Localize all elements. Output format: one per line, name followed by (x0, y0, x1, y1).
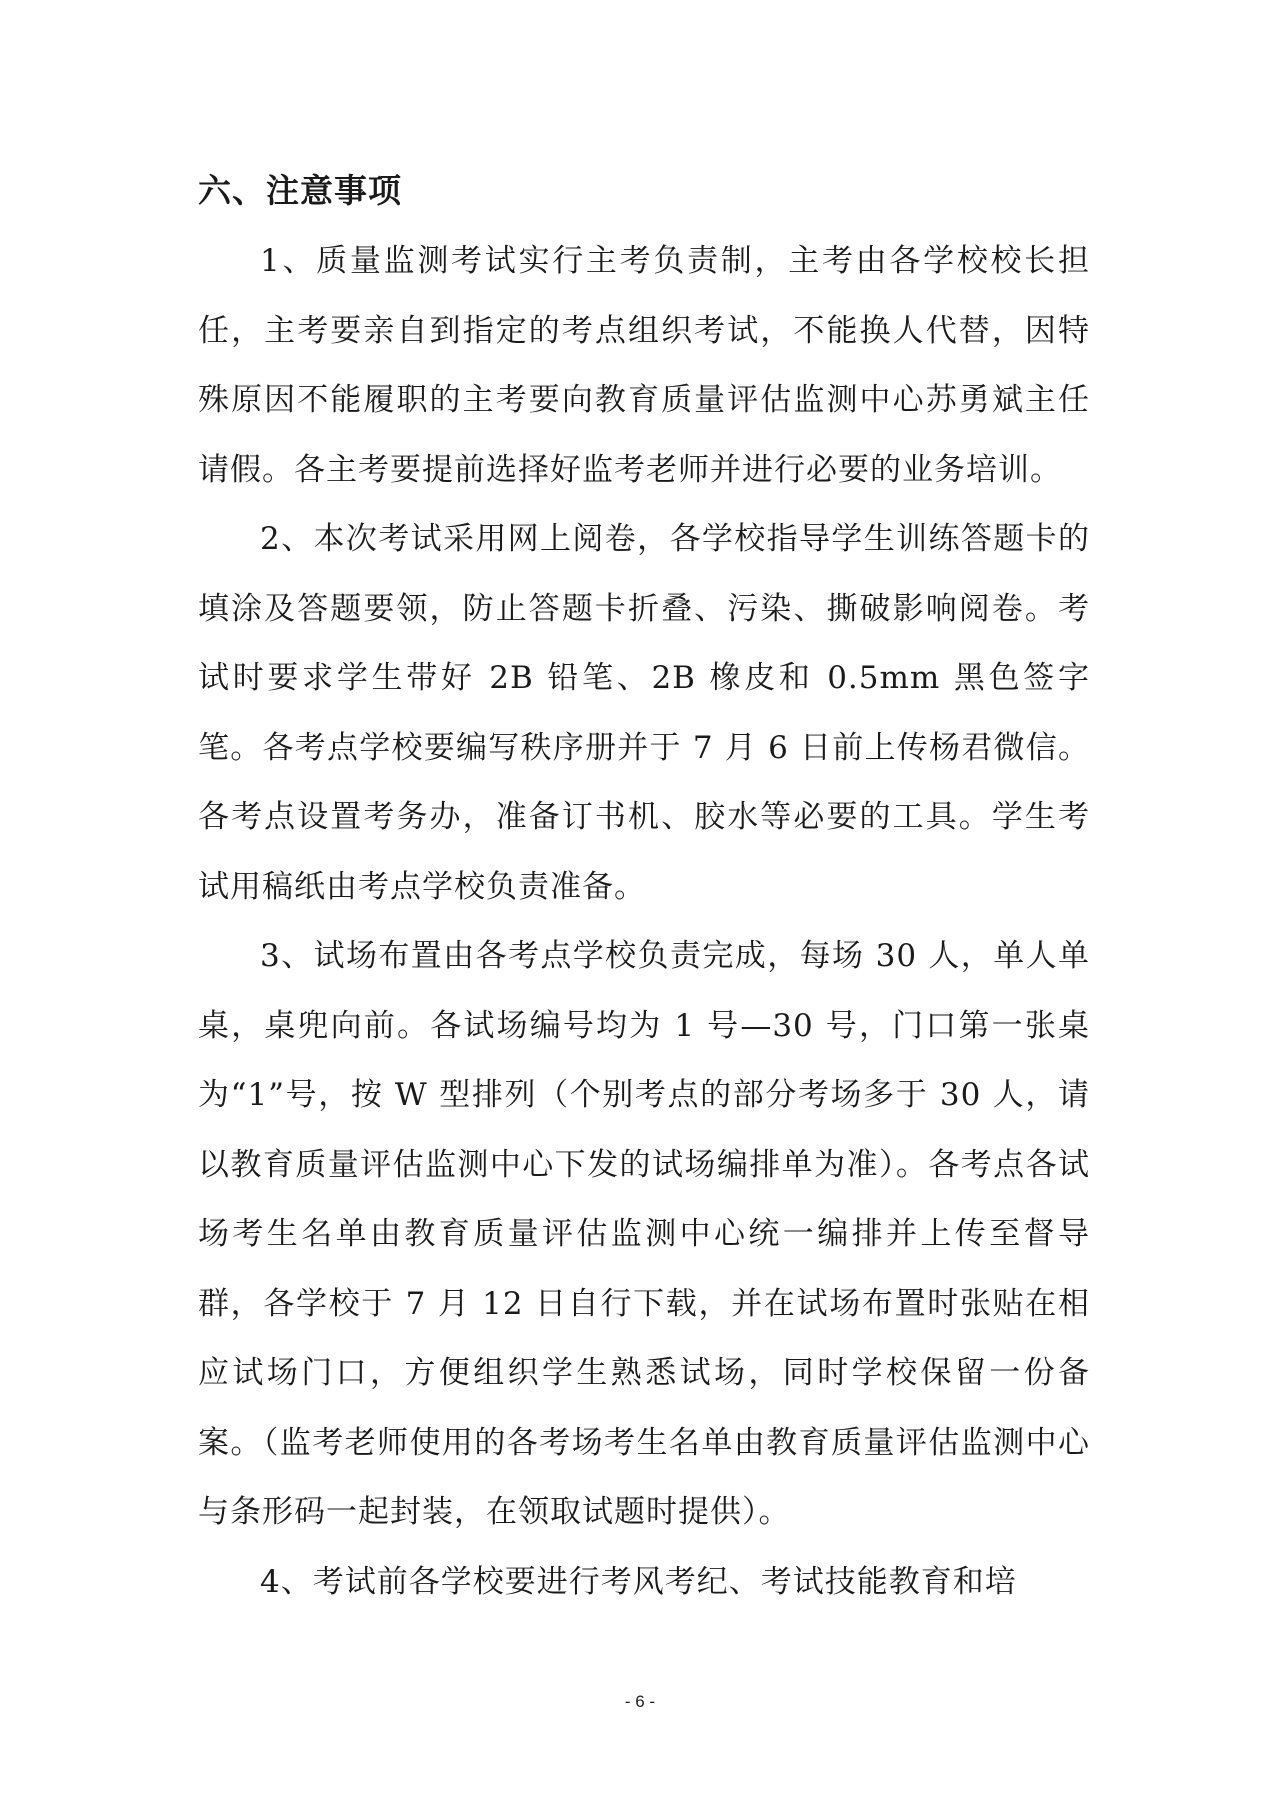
page-number: - 6 - (624, 1692, 656, 1711)
paragraph-item-3: 3、试场布置由各考点学校负责完成，每场 30 人，单人单桌，桌兜向前。各试场编号均为 1 号—30 号，门口第一张桌为“1”号，按 W 型排列（个别考点的部分考场多于 30 人，请以教育质量评估监测中心下发的试场编排单为准）。各考点各试场考生名单由教育质量评估监测中心统一编排并上传至督导群，各学校于 7 月 12 日自行下载，并在试场布置时张贴在相应试场门口，方便组织学生熟悉试场，同时学校保留一份备案。（监考老师使用的各考场考生名单由教育质量评估监测中心与条形码一起封装，在领取试题时提供）。 (198, 938, 1090, 1530)
paragraph-item-2: 2、本次考试采用网上阅卷，各学校指导学生训练答题卡的填涂及答题要领，防止答题卡折叠、污染、撕破影响阅卷。考试时要求学生带好 2B 铅笔、2B 橡皮和 0.5mm 黑色签字笔。各考点学校要编写秩序册并于 7 月 6 日前上传杨君微信。各考点设置考务办，准备订书机、胶水等必要的工具。学生考试用稿纸由考点学校负责准备。 (198, 521, 1090, 905)
section-heading: 六、注意事项 (198, 171, 402, 210)
paragraph-item-1: 1、质量监测考试实行主考负责制，主考由各学校校长担任，主考要亲自到指定的考点组织考试，不能换人代替，因特殊原因不能履职的主考要向教育质量评估监测中心苏勇斌主任请假。各主考要提前选择好监考老师并进行必要的业务培训。 (198, 243, 1090, 488)
page-content (198, 155, 1090, 1617)
paragraph-item-4: 4、考试前各学校要进行考风考纪、考试技能教育和培 (260, 1563, 1017, 1600)
